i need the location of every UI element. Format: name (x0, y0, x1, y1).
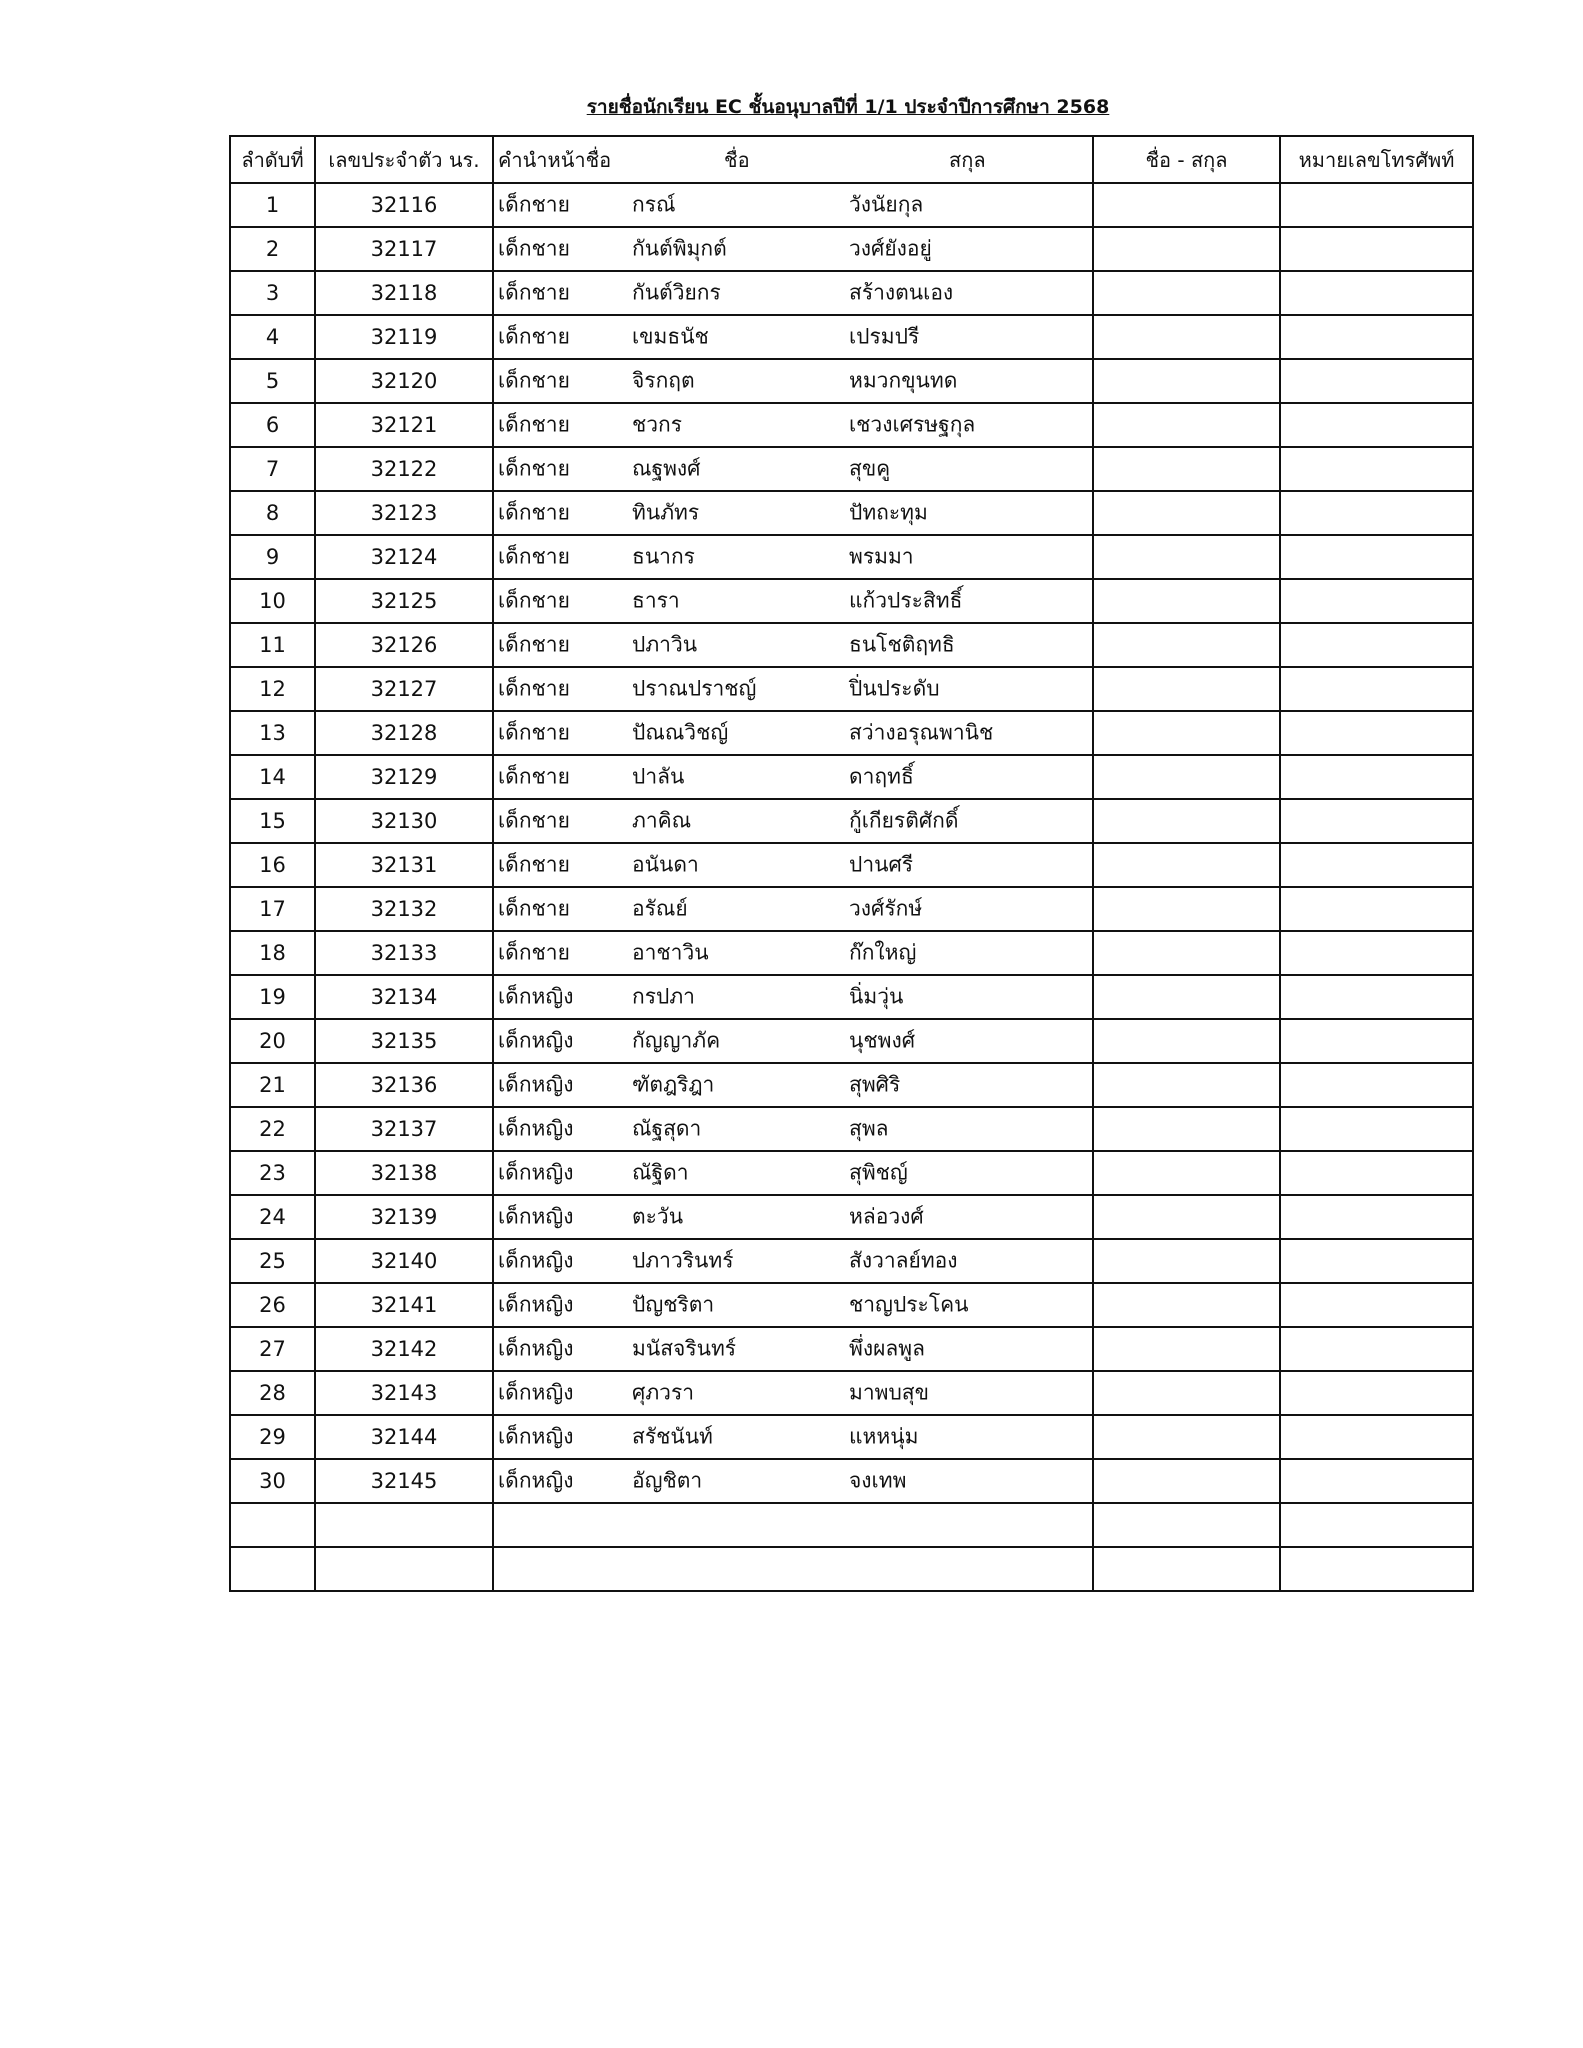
row-number: 23 (230, 1151, 315, 1195)
table-row (230, 843, 1473, 887)
first-name: ปภาวิน (632, 632, 698, 657)
row-number: 8 (230, 491, 315, 535)
student-id: 32140 (315, 1239, 493, 1283)
student-id: 32141 (315, 1283, 493, 1327)
row-number: 11 (230, 623, 315, 667)
student-name-cell (493, 1283, 1093, 1327)
guardian-name-cell (1093, 1063, 1280, 1107)
name-prefix: เด็กหญิง (498, 1116, 574, 1141)
first-name: กัญญาภัค (632, 1028, 721, 1053)
student-id: 32139 (315, 1195, 493, 1239)
guardian-name-cell (1093, 491, 1280, 535)
phone-cell (1280, 1327, 1473, 1371)
last-name: ก๊กใหญ่ (849, 940, 917, 965)
last-name: ปิ่นประดับ (849, 676, 940, 701)
first-name: ชวกร (632, 412, 683, 437)
guardian-name-cell (1093, 359, 1280, 403)
student-name-cell (493, 887, 1093, 931)
first-name: ปาลัน (632, 764, 685, 789)
row-number: 16 (230, 843, 315, 887)
student-id: 32137 (315, 1107, 493, 1151)
last-name: สุขคู (849, 456, 891, 481)
last-name: สว่างอรุณพานิช (849, 720, 994, 745)
table-row (230, 227, 1473, 271)
row-number: 1 (230, 183, 315, 227)
last-name: สุพล (849, 1116, 889, 1141)
row-number: 6 (230, 403, 315, 447)
name-prefix: เด็กหญิง (498, 984, 574, 1009)
first-name: ปราณปราชญ์ (632, 676, 757, 701)
guardian-name-cell (1093, 667, 1280, 711)
row-number: 26 (230, 1283, 315, 1327)
last-name: แหหนุ่ม (849, 1424, 919, 1449)
student-id: 32136 (315, 1063, 493, 1107)
name-prefix: เด็กหญิง (498, 1160, 574, 1185)
student-name-cell (493, 1151, 1093, 1195)
phone-cell (1280, 1371, 1473, 1415)
name-prefix: เด็กชาย (498, 236, 570, 261)
first-name: กันต์วิยกร (632, 280, 721, 305)
last-name: ธนโชติฤทธิ (849, 632, 955, 657)
first-name: ปภาวรินทร์ (632, 1248, 734, 1273)
first-name: ณัฐิดา (632, 1160, 689, 1185)
table-row (230, 887, 1473, 931)
phone-cell (1280, 227, 1473, 271)
row-number: 27 (230, 1327, 315, 1371)
student-name-cell (493, 535, 1093, 579)
header-name-group (493, 136, 1093, 183)
header-guardian-name: ชื่อ - สกุล (1093, 136, 1280, 183)
blank-row (230, 1503, 1473, 1547)
name-prefix: เด็กหญิง (498, 1204, 574, 1229)
first-name: กันต์พิมุกต์ (632, 236, 727, 261)
student-id: 32127 (315, 667, 493, 711)
student-id: 32143 (315, 1371, 493, 1415)
last-name: แก้วประสิทธิ์ (849, 588, 963, 613)
student-name-cell (493, 183, 1093, 227)
name-prefix: เด็กชาย (498, 852, 570, 877)
last-name: วงศ์รักษ์ (849, 896, 923, 921)
student-id: 32144 (315, 1415, 493, 1459)
blank-cell (1093, 1547, 1280, 1591)
last-name: ดาฤทธิ์ (849, 764, 914, 789)
name-prefix: เด็กชาย (498, 764, 570, 789)
student-name-cell (493, 579, 1093, 623)
student-id: 32135 (315, 1019, 493, 1063)
last-name: เชวงเศรษฐกุล (849, 412, 976, 437)
row-number: 19 (230, 975, 315, 1019)
guardian-name-cell (1093, 535, 1280, 579)
guardian-name-cell (1093, 755, 1280, 799)
student-name-cell (493, 1063, 1093, 1107)
row-number: 4 (230, 315, 315, 359)
guardian-name-cell (1093, 579, 1280, 623)
row-number: 7 (230, 447, 315, 491)
table-header-row (230, 136, 1473, 183)
table-row (230, 403, 1473, 447)
name-prefix: เด็กหญิง (498, 1028, 574, 1053)
guardian-name-cell (1093, 315, 1280, 359)
student-id: 32125 (315, 579, 493, 623)
guardian-name-cell (1093, 1327, 1280, 1371)
first-name: ปัญชริตา (632, 1292, 715, 1317)
row-number: 12 (230, 667, 315, 711)
last-name: มาพบสุข (849, 1380, 929, 1405)
last-name: หมวกขุนทด (849, 368, 958, 393)
row-number: 20 (230, 1019, 315, 1063)
name-prefix: เด็กหญิง (498, 1072, 574, 1097)
row-number: 9 (230, 535, 315, 579)
student-id: 32134 (315, 975, 493, 1019)
first-name: กรณ์ (632, 192, 676, 217)
first-name: ณฐพงศ์ (632, 456, 701, 481)
student-id: 32132 (315, 887, 493, 931)
last-name: สร้างตนเอง (849, 280, 954, 305)
student-name-cell (493, 931, 1093, 975)
student-id: 32123 (315, 491, 493, 535)
table-row (230, 623, 1473, 667)
last-name: พึ่งผลพูล (849, 1336, 925, 1361)
name-prefix: เด็กชาย (498, 940, 570, 965)
guardian-name-cell (1093, 227, 1280, 271)
guardian-name-cell (1093, 887, 1280, 931)
table-row (230, 799, 1473, 843)
name-prefix: เด็กชาย (498, 632, 570, 657)
table-row (230, 975, 1473, 1019)
student-id: 32131 (315, 843, 493, 887)
student-name-cell (493, 711, 1093, 755)
student-roster-table (229, 135, 1474, 1592)
table-row (230, 183, 1473, 227)
row-number: 13 (230, 711, 315, 755)
blank-cell (315, 1503, 493, 1547)
student-id: 32120 (315, 359, 493, 403)
student-name-cell (493, 227, 1093, 271)
first-name: ฑัตฎริฎา (632, 1072, 715, 1097)
table-row (230, 447, 1473, 491)
student-name-cell (493, 1371, 1093, 1415)
blank-cell (230, 1503, 315, 1547)
student-name-cell (493, 975, 1093, 1019)
first-name: อนันดา (632, 852, 699, 877)
phone-cell (1280, 271, 1473, 315)
row-number: 28 (230, 1371, 315, 1415)
student-name-cell (493, 1415, 1093, 1459)
last-name: ปานศรี (849, 852, 914, 877)
first-name: สรัชนันท์ (632, 1424, 713, 1449)
row-number: 3 (230, 271, 315, 315)
student-id: 32145 (315, 1459, 493, 1503)
name-prefix: เด็กชาย (498, 588, 570, 613)
table-row (230, 1107, 1473, 1151)
student-id: 32122 (315, 447, 493, 491)
blank-cell (315, 1547, 493, 1591)
student-id: 32116 (315, 183, 493, 227)
first-name: อรัณย์ (632, 896, 688, 921)
last-name: นิ่มวุ่น (849, 984, 904, 1009)
last-name: ปัทถะทุม (849, 500, 928, 525)
phone-cell (1280, 1107, 1473, 1151)
student-id: 32128 (315, 711, 493, 755)
name-prefix: เด็กหญิง (498, 1248, 574, 1273)
page-title: รายชื่อนักเรียน EC ชั้นอนุบาลปีที่ 1/1 ประจำปีการศึกษา 2568 (586, 96, 1110, 118)
first-name: ณัฐสุดา (632, 1116, 702, 1141)
guardian-name-cell (1093, 1415, 1280, 1459)
guardian-name-cell (1093, 623, 1280, 667)
table-row (230, 1283, 1473, 1327)
name-prefix: เด็กหญิง (498, 1468, 574, 1493)
student-name-cell (493, 799, 1093, 843)
phone-cell (1280, 667, 1473, 711)
table-row (230, 1459, 1473, 1503)
student-id: 32133 (315, 931, 493, 975)
guardian-name-cell (1093, 271, 1280, 315)
header-student-id: เลขประจำตัว นร. (315, 136, 493, 183)
phone-cell (1280, 623, 1473, 667)
row-number: 25 (230, 1239, 315, 1283)
blank-cell (230, 1547, 315, 1591)
last-name: จงเทพ (849, 1468, 907, 1493)
guardian-name-cell (1093, 1107, 1280, 1151)
last-name: เปรมปรี (849, 324, 920, 349)
last-name: วังนัยกุล (849, 192, 924, 217)
blank-cell (1093, 1503, 1280, 1547)
name-prefix: เด็กหญิง (498, 1336, 574, 1361)
guardian-name-cell (1093, 1151, 1280, 1195)
student-id: 32124 (315, 535, 493, 579)
last-name: สุพิชญ์ (849, 1160, 908, 1185)
phone-cell (1280, 711, 1473, 755)
blank-cell (1280, 1547, 1473, 1591)
name-prefix: เด็กชาย (498, 544, 570, 569)
student-name-cell (493, 271, 1093, 315)
guardian-name-cell (1093, 931, 1280, 975)
student-id: 32142 (315, 1327, 493, 1371)
phone-cell (1280, 799, 1473, 843)
name-prefix: เด็กชาย (498, 676, 570, 701)
student-name-cell (493, 315, 1093, 359)
table-row (230, 491, 1473, 535)
first-name: ปัณณวิชญ์ (632, 720, 729, 745)
table-row (230, 1239, 1473, 1283)
student-name-cell (493, 1239, 1093, 1283)
name-prefix: เด็กชาย (498, 324, 570, 349)
student-id: 32119 (315, 315, 493, 359)
phone-cell (1280, 359, 1473, 403)
phone-cell (1280, 1459, 1473, 1503)
guardian-name-cell (1093, 1019, 1280, 1063)
phone-cell (1280, 887, 1473, 931)
phone-cell (1280, 315, 1473, 359)
student-name-cell (493, 491, 1093, 535)
student-id: 32118 (315, 271, 493, 315)
name-prefix: เด็กชาย (498, 280, 570, 305)
table-row (230, 315, 1473, 359)
student-id: 32117 (315, 227, 493, 271)
table-row (230, 1415, 1473, 1459)
first-name: อาชาวิน (632, 940, 709, 965)
name-prefix: เด็กชาย (498, 456, 570, 481)
table-body (230, 183, 1473, 1591)
first-name: กรปภา (632, 984, 695, 1009)
table-row (230, 711, 1473, 755)
last-name: พรมมา (849, 544, 914, 569)
first-name: เขมธนัช (632, 324, 709, 349)
table-row (230, 579, 1473, 623)
guardian-name-cell (1093, 183, 1280, 227)
phone-cell (1280, 447, 1473, 491)
phone-cell (1280, 579, 1473, 623)
student-name-cell (493, 447, 1093, 491)
header-no: ลำดับที่ (230, 136, 315, 183)
row-number: 30 (230, 1459, 315, 1503)
table-row (230, 931, 1473, 975)
table-row (230, 1019, 1473, 1063)
student-name-cell (493, 1327, 1093, 1371)
first-name: ภาคิณ (632, 808, 692, 833)
last-name: สุพศิริ (849, 1072, 901, 1097)
name-prefix: เด็กชาย (498, 896, 570, 921)
header-first-name: ชื่อ (724, 147, 750, 172)
name-prefix: เด็กชาย (498, 500, 570, 525)
phone-cell (1280, 1239, 1473, 1283)
phone-cell (1280, 843, 1473, 887)
student-id: 32130 (315, 799, 493, 843)
guardian-name-cell (1093, 1195, 1280, 1239)
last-name: นุชพงศ์ (849, 1028, 916, 1053)
name-prefix: เด็กหญิง (498, 1380, 574, 1405)
name-prefix: เด็กชาย (498, 808, 570, 833)
header-prefix: คำนำหน้าชื่อ (498, 147, 612, 172)
student-id: 32121 (315, 403, 493, 447)
guardian-name-cell (1093, 1371, 1280, 1415)
last-name: ชาญประโคน (849, 1292, 969, 1317)
table-row (230, 535, 1473, 579)
guardian-name-cell (1093, 843, 1280, 887)
student-name-cell (493, 359, 1093, 403)
blank-cell (493, 1547, 1093, 1591)
first-name: ทินภัทร (632, 500, 700, 525)
row-number: 21 (230, 1063, 315, 1107)
last-name: สังวาลย์ทอง (849, 1248, 958, 1273)
student-name-cell (493, 755, 1093, 799)
blank-cell (1280, 1503, 1473, 1547)
blank-row (230, 1547, 1473, 1591)
guardian-name-cell (1093, 403, 1280, 447)
guardian-name-cell (1093, 447, 1280, 491)
header-phone: หมายเลขโทรศัพท์ (1280, 136, 1473, 183)
student-name-cell (493, 403, 1093, 447)
name-prefix: เด็กหญิง (498, 1292, 574, 1317)
first-name: ศุภวรา (632, 1380, 695, 1405)
guardian-name-cell (1093, 975, 1280, 1019)
phone-cell (1280, 1063, 1473, 1107)
name-prefix: เด็กหญิง (498, 1424, 574, 1449)
name-prefix: เด็กชาย (498, 192, 570, 217)
row-number: 2 (230, 227, 315, 271)
row-number: 5 (230, 359, 315, 403)
last-name: หล่อวงศ์ (849, 1204, 924, 1229)
phone-cell (1280, 403, 1473, 447)
name-prefix: เด็กชาย (498, 720, 570, 745)
row-number: 24 (230, 1195, 315, 1239)
blank-cell (493, 1503, 1093, 1547)
phone-cell (1280, 975, 1473, 1019)
table-row (230, 667, 1473, 711)
phone-cell (1280, 183, 1473, 227)
first-name: ธารา (632, 588, 680, 613)
phone-cell (1280, 1415, 1473, 1459)
table-row (230, 271, 1473, 315)
guardian-name-cell (1093, 1239, 1280, 1283)
name-prefix: เด็กชาย (498, 412, 570, 437)
student-name-cell (493, 667, 1093, 711)
phone-cell (1280, 1151, 1473, 1195)
first-name: มนัสจรินทร์ (632, 1336, 737, 1361)
table-row (230, 1327, 1473, 1371)
phone-cell (1280, 535, 1473, 579)
student-name-cell (493, 1195, 1093, 1239)
student-name-cell (493, 1019, 1093, 1063)
row-number: 14 (230, 755, 315, 799)
table-row (230, 1063, 1473, 1107)
row-number: 15 (230, 799, 315, 843)
name-prefix: เด็กชาย (498, 368, 570, 393)
last-name: วงศ์ยังอยู่ (849, 236, 932, 261)
table-row (230, 755, 1473, 799)
student-id: 32129 (315, 755, 493, 799)
row-number: 18 (230, 931, 315, 975)
first-name: ธนากร (632, 544, 695, 569)
guardian-name-cell (1093, 1283, 1280, 1327)
first-name: อัญชิตา (632, 1468, 703, 1493)
student-id: 32126 (315, 623, 493, 667)
student-name-cell (493, 843, 1093, 887)
first-name: จิรกฤต (632, 368, 695, 393)
table-row (230, 1371, 1473, 1415)
header-last-name: สกุล (949, 147, 986, 172)
table-row (230, 1151, 1473, 1195)
student-name-cell (493, 1459, 1093, 1503)
table-row (230, 359, 1473, 403)
row-number: 29 (230, 1415, 315, 1459)
guardian-name-cell (1093, 799, 1280, 843)
student-name-cell (493, 1107, 1093, 1151)
phone-cell (1280, 1283, 1473, 1327)
student-id: 32138 (315, 1151, 493, 1195)
guardian-name-cell (1093, 1459, 1280, 1503)
student-name-cell (493, 623, 1093, 667)
last-name: กู้เกียรติศักดิ์ (849, 808, 959, 833)
phone-cell (1280, 755, 1473, 799)
phone-cell (1280, 491, 1473, 535)
row-number: 17 (230, 887, 315, 931)
guardian-name-cell (1093, 711, 1280, 755)
phone-cell (1280, 1019, 1473, 1063)
phone-cell (1280, 1195, 1473, 1239)
table-row (230, 1195, 1473, 1239)
row-number: 22 (230, 1107, 315, 1151)
first-name: ตะวัน (632, 1204, 684, 1229)
phone-cell (1280, 931, 1473, 975)
row-number: 10 (230, 579, 315, 623)
